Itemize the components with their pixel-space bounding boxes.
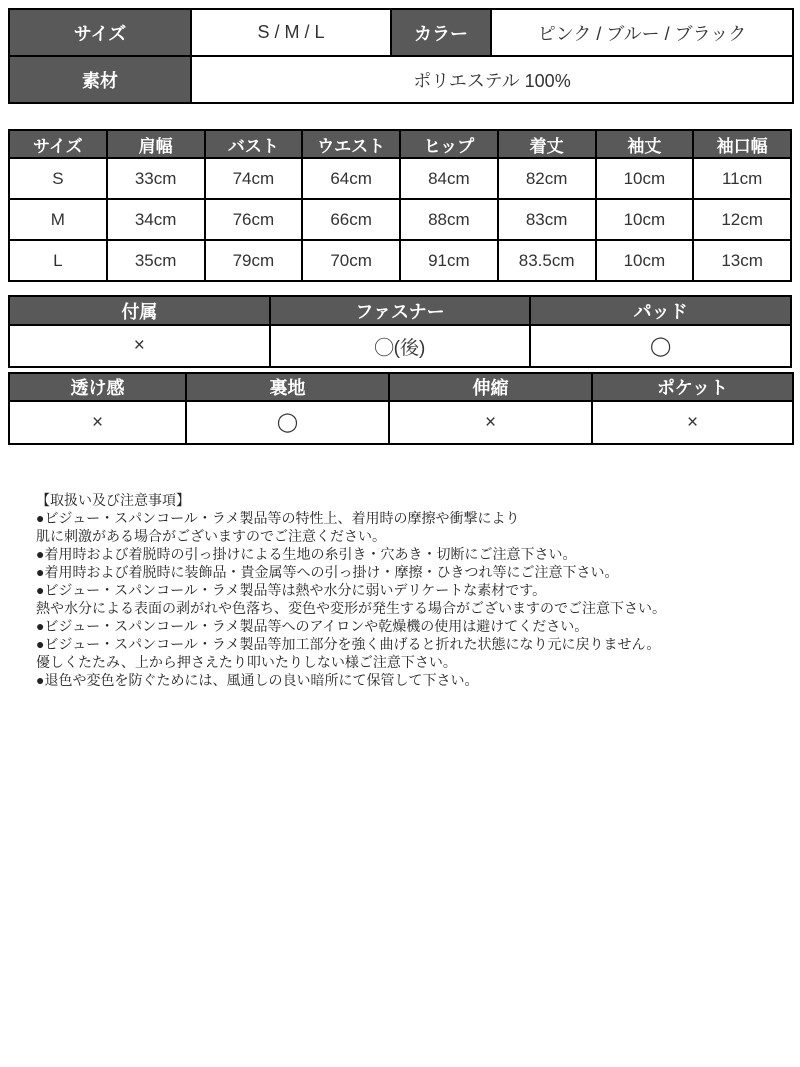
header-sheerness: 透け感 — [9, 373, 186, 401]
value-sheerness: × — [9, 401, 186, 444]
care-note-line: 優しくたたみ、上から押さえたり叩いたりしない様ご注意下さい。 — [36, 654, 457, 670]
info-row-size-color — [9, 9, 793, 56]
material-value: ポリエステル 100% — [191, 56, 793, 103]
care-note-line: ●着用時および着脱時に装飾品・貴金属等への引っ掛け・摩擦・ひきつれ等にご注意下さい。 — [36, 564, 619, 580]
measurement-cell: 10cm — [596, 158, 694, 199]
col-header-length: 着丈 — [498, 130, 596, 158]
value-pocket: × — [592, 401, 793, 444]
measurement-cell: S — [9, 158, 107, 199]
measurement-cell: 83cm — [498, 199, 596, 240]
measurement-cell: 35cm — [107, 240, 205, 281]
col-header-sleeve-length: 袖丈 — [596, 130, 694, 158]
header-stretch: 伸縮 — [389, 373, 592, 401]
measurement-cell: 91cm — [400, 240, 498, 281]
features-b-header-row — [9, 373, 793, 401]
measurement-cell: 88cm — [400, 199, 498, 240]
color-value: ピンク / ブルー / ブラック — [491, 9, 793, 56]
care-note-line: 肌に刺激がある場合がございますのでご注意ください。 — [36, 528, 386, 544]
col-header-size: サイズ — [9, 130, 107, 158]
measurement-cell: 64cm — [302, 158, 400, 199]
value-stretch: × — [389, 401, 592, 444]
measurement-cell: 83.5cm — [498, 240, 596, 281]
measurement-cell: 13cm — [693, 240, 791, 281]
measurement-cell: 76cm — [205, 199, 303, 240]
header-pocket: ポケット — [592, 373, 793, 401]
info-row-material — [9, 56, 793, 103]
measurement-cell: 82cm — [498, 158, 596, 199]
col-header-hip: ヒップ — [400, 130, 498, 158]
measurement-cell: 34cm — [107, 199, 205, 240]
care-note-line: 熱や水分による表面の剥がれや色落ち、変色や変形が発生する場合がございますのでご注意下さい。 — [36, 600, 666, 616]
measurement-cell: 79cm — [205, 240, 303, 281]
care-note-line: ●着用時および着脱時の引っ掛けによる生地の糸引き・穴あき・切断にご注意下さい。 — [36, 546, 577, 562]
measurements-header-row — [9, 130, 791, 158]
header-pad: パッド — [530, 296, 791, 325]
measurement-cell: 74cm — [205, 158, 303, 199]
col-header-cuff-width: 袖口幅 — [693, 130, 791, 158]
col-header-shoulder-width: 肩幅 — [107, 130, 205, 158]
measurements-table — [8, 129, 792, 282]
measurements-row-m — [9, 199, 791, 240]
care-notes-title: 【取扱い及び注意事項】 — [36, 492, 190, 508]
features-a-value-row — [9, 325, 791, 367]
measurement-cell: 33cm — [107, 158, 205, 199]
value-pad: ◯ — [530, 325, 791, 367]
care-note-line: ●ビジュー・スパンコール・ラメ製品等加工部分を強く曲げると折れた状態になり元に戻りません。 — [36, 636, 661, 652]
header-zipper: ファスナー — [270, 296, 531, 325]
measurement-cell: M — [9, 199, 107, 240]
material-label: 素材 — [9, 56, 191, 103]
measurement-cell: 12cm — [693, 199, 791, 240]
size-label: サイズ — [9, 9, 191, 56]
measurements-row-l — [9, 240, 791, 281]
header-lining: 裏地 — [186, 373, 389, 401]
features-table-a — [8, 295, 792, 368]
measurement-cell: 70cm — [302, 240, 400, 281]
measurement-cell: 10cm — [596, 199, 694, 240]
value-zipper: ◯(後) — [270, 325, 531, 367]
features-b-value-row — [9, 401, 793, 444]
care-note-line: ●退色や変色を防ぐためには、風通しの良い暗所にて保管して下さい。 — [36, 672, 479, 688]
measurement-cell: 84cm — [400, 158, 498, 199]
value-lining: ◯ — [186, 401, 389, 444]
care-note-line: ●ビジュー・スパンコール・ラメ製品等へのアイロンや乾燥機の使用は避けてください。 — [36, 618, 589, 634]
measurement-cell: L — [9, 240, 107, 281]
measurement-cell: 11cm — [693, 158, 791, 199]
value-accessories: × — [9, 325, 270, 367]
care-note-line: ●ビジュー・スパンコール・ラメ製品等の特性上、着用時の摩擦や衝撃により — [36, 510, 520, 526]
measurement-cell: 10cm — [596, 240, 694, 281]
care-note-line: ●ビジュー・スパンコール・ラメ製品等は熱や水分に弱いデリケートな素材です。 — [36, 582, 547, 598]
col-header-waist: ウエスト — [302, 130, 400, 158]
color-label: カラー — [391, 9, 491, 56]
features-table-b — [8, 372, 794, 445]
product-info-table — [8, 8, 794, 104]
measurement-cell: 66cm — [302, 199, 400, 240]
features-a-header-row — [9, 296, 791, 325]
header-accessories: 付属 — [9, 296, 270, 325]
col-header-bust: バスト — [205, 130, 303, 158]
measurements-row-s — [9, 158, 791, 199]
care-notes-section — [36, 491, 782, 689]
size-value: S / M / L — [191, 9, 391, 56]
